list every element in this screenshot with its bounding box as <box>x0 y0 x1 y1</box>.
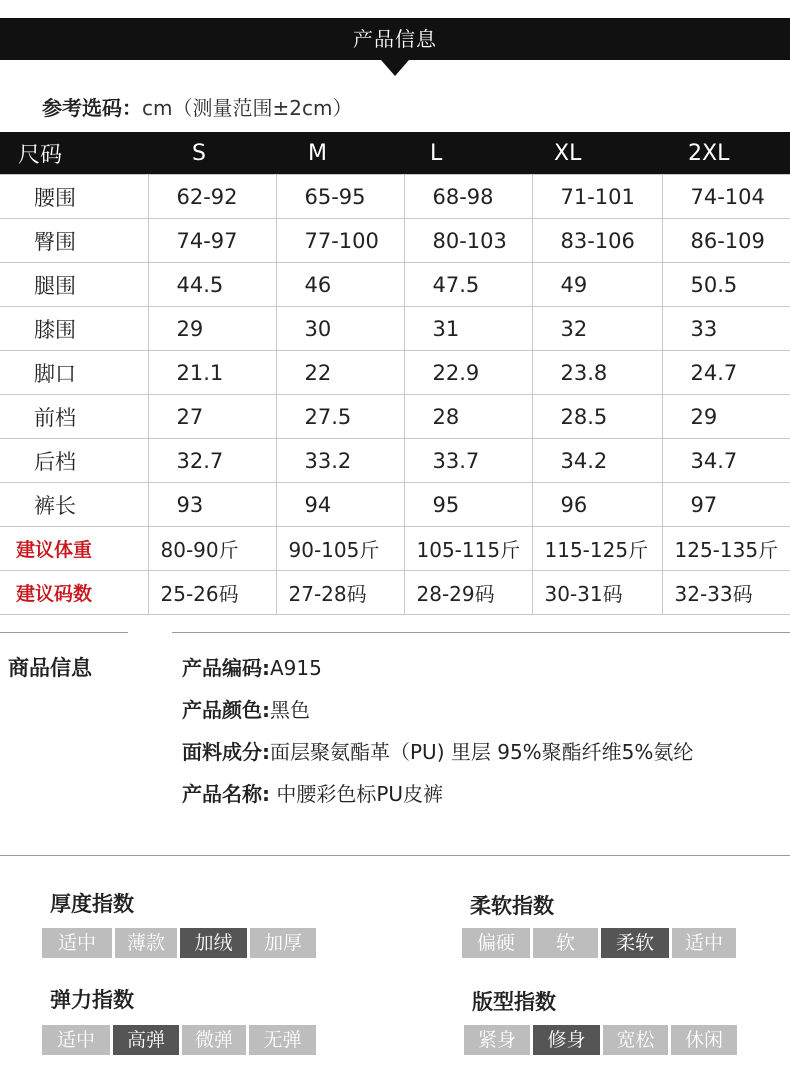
table-cell: 28.5 <box>532 395 662 439</box>
table-cell: 30 <box>276 307 404 351</box>
row-label: 后档 <box>0 439 148 483</box>
table-cell: 47.5 <box>404 263 532 307</box>
row-label: 膝围 <box>0 307 148 351</box>
elasticity-option: 适中 <box>42 1025 110 1055</box>
info-row-name <box>182 778 443 807</box>
row-label: 前档 <box>0 395 148 439</box>
table-cell: 105-115斤 <box>404 527 532 571</box>
section-banner <box>0 18 790 60</box>
table-cell: 115-125斤 <box>532 527 662 571</box>
fit-option: 宽松 <box>603 1025 668 1055</box>
info-row-code <box>182 652 322 681</box>
info-value: A915 <box>270 656 322 680</box>
table-cell: 49 <box>532 263 662 307</box>
table-cell: 77-100 <box>276 219 404 263</box>
header-cell-m: M <box>276 132 404 175</box>
reference-label: 参考选码： <box>42 96 142 120</box>
row-label: 腰围 <box>0 175 148 219</box>
table-row <box>0 263 790 307</box>
table-cell: 50.5 <box>662 263 790 307</box>
table-cell: 96 <box>532 483 662 527</box>
header-cell-xl: XL <box>532 132 662 175</box>
table-cell: 31 <box>404 307 532 351</box>
table-cell: 93 <box>148 483 276 527</box>
info-row-fabric <box>182 736 693 765</box>
table-row <box>0 307 790 351</box>
table-cell: 33.2 <box>276 439 404 483</box>
thickness-index <box>42 928 316 958</box>
table-cell: 29 <box>662 395 790 439</box>
thickness-option: 加厚 <box>250 928 316 958</box>
table-cell: 23.8 <box>532 351 662 395</box>
table-cell: 86-109 <box>662 219 790 263</box>
suggest-row-size <box>0 571 790 615</box>
fit-index <box>464 1025 737 1055</box>
softness-title: 柔软指数 <box>470 894 554 918</box>
fit-option: 紧身 <box>464 1025 530 1055</box>
info-key: 产品颜色: <box>182 698 270 722</box>
elasticity-option: 无弹 <box>249 1025 316 1055</box>
table-cell: 27.5 <box>276 395 404 439</box>
thickness-option: 适中 <box>42 928 112 958</box>
table-cell: 80-90斤 <box>148 527 276 571</box>
softness-index <box>462 928 736 958</box>
divider <box>0 855 790 856</box>
info-key: 产品编码: <box>182 656 270 680</box>
header-cell-l: L <box>404 132 532 175</box>
header-cell-2xl: 2XL <box>662 132 790 175</box>
row-label-weight: 建议体重 <box>0 527 148 571</box>
size-header-row <box>0 132 790 175</box>
thickness-option: 薄款 <box>115 928 177 958</box>
elasticity-option: 微弹 <box>182 1025 246 1055</box>
info-row-color <box>182 694 310 723</box>
table-cell: 27-28码 <box>276 571 404 615</box>
table-cell: 34.2 <box>532 439 662 483</box>
row-label: 腿围 <box>0 263 148 307</box>
table-cell: 68-98 <box>404 175 532 219</box>
info-value: 面层聚氨酯革（PU) 里层 95%聚酯纤维5%氨纶 <box>270 740 694 764</box>
row-label: 脚口 <box>0 351 148 395</box>
table-cell: 34.7 <box>662 439 790 483</box>
table-cell: 83-106 <box>532 219 662 263</box>
table-row <box>0 175 790 219</box>
divider <box>172 632 790 633</box>
table-cell: 28 <box>404 395 532 439</box>
table-cell: 44.5 <box>148 263 276 307</box>
row-label: 臀围 <box>0 219 148 263</box>
thickness-option-selected: 加绒 <box>180 928 247 958</box>
banner-title: 产品信息 <box>353 27 437 51</box>
table-cell: 33.7 <box>404 439 532 483</box>
table-cell: 21.1 <box>148 351 276 395</box>
header-cell-s: S <box>148 132 276 175</box>
table-cell: 22.9 <box>404 351 532 395</box>
table-cell: 62-92 <box>148 175 276 219</box>
softness-option: 适中 <box>672 928 736 958</box>
table-cell: 30-31码 <box>532 571 662 615</box>
info-value: 中腰彩色标PU皮裤 <box>270 782 444 806</box>
table-cell: 27 <box>148 395 276 439</box>
table-row <box>0 351 790 395</box>
table-cell: 125-135斤 <box>662 527 790 571</box>
fit-option: 休闲 <box>671 1025 737 1055</box>
table-cell: 33 <box>662 307 790 351</box>
suggest-row-weight <box>0 527 790 571</box>
table-cell: 28-29码 <box>404 571 532 615</box>
table-cell: 97 <box>662 483 790 527</box>
row-label-size: 建议码数 <box>0 571 148 615</box>
table-cell: 29 <box>148 307 276 351</box>
elasticity-option-selected: 高弹 <box>113 1025 179 1055</box>
table-cell: 95 <box>404 483 532 527</box>
table-row <box>0 395 790 439</box>
size-table <box>0 132 790 615</box>
table-cell: 24.7 <box>662 351 790 395</box>
table-row <box>0 483 790 527</box>
table-cell: 22 <box>276 351 404 395</box>
reference-text: cm（测量范围±2cm） <box>142 96 353 120</box>
table-cell: 74-97 <box>148 219 276 263</box>
info-key: 产品名称: <box>182 782 270 806</box>
table-cell: 32-33码 <box>662 571 790 615</box>
divider <box>0 632 128 633</box>
info-value: 黑色 <box>270 698 310 722</box>
elasticity-title: 弹力指数 <box>50 988 134 1012</box>
table-cell: 46 <box>276 263 404 307</box>
table-cell: 32.7 <box>148 439 276 483</box>
table-cell: 25-26码 <box>148 571 276 615</box>
banner-notch <box>381 60 409 76</box>
reference-line <box>42 92 352 121</box>
table-row <box>0 219 790 263</box>
table-cell: 71-101 <box>532 175 662 219</box>
table-row <box>0 439 790 483</box>
info-key: 面料成分: <box>182 740 270 764</box>
softness-option-selected: 柔软 <box>601 928 669 958</box>
product-info-title: 商品信息 <box>8 656 92 680</box>
table-cell: 74-104 <box>662 175 790 219</box>
softness-option: 偏硬 <box>462 928 530 958</box>
fit-option-selected: 修身 <box>533 1025 600 1055</box>
row-label: 裤长 <box>0 483 148 527</box>
table-cell: 65-95 <box>276 175 404 219</box>
thickness-title: 厚度指数 <box>50 892 134 916</box>
header-cell-size: 尺码 <box>0 132 148 175</box>
table-cell: 90-105斤 <box>276 527 404 571</box>
fit-title: 版型指数 <box>472 990 556 1014</box>
elasticity-index <box>42 1025 316 1055</box>
table-cell: 32 <box>532 307 662 351</box>
softness-option: 软 <box>533 928 598 958</box>
table-cell: 94 <box>276 483 404 527</box>
table-cell: 80-103 <box>404 219 532 263</box>
